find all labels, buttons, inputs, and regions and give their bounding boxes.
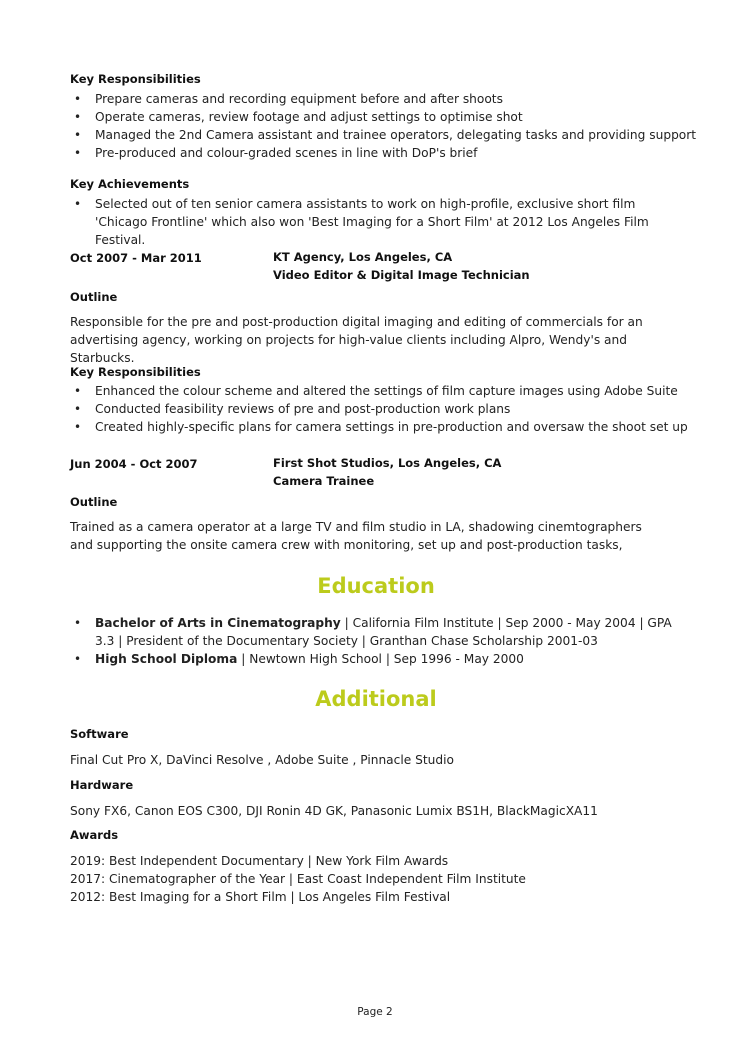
bullet-icon: • <box>74 420 82 434</box>
job-title: Camera Trainee <box>273 474 375 488</box>
list-item: • Prepare cameras and recording equipment before and after shoots <box>74 92 503 106</box>
key-responsibilities-heading: Key Responsibilities <box>70 72 201 86</box>
list-item: • Conducted feasibility reviews of pre and post-production work plans <box>74 402 511 416</box>
key-responsibilities-heading: Key Responsibilities <box>70 365 201 379</box>
education-heading: Education <box>317 574 435 598</box>
bullet-icon: • <box>74 384 82 398</box>
bullet-icon: • <box>74 110 82 124</box>
bullet-icon: • <box>74 652 82 666</box>
hardware-text: Sony FX6, Canon EOS C300, DJI Ronin 4D GK, Panasonic Lumix BS1H, BlackMagicXA11 <box>70 804 598 818</box>
job-dates: Oct 2007 - Mar 2011 <box>70 251 202 265</box>
job-company: First Shot Studios, Los Angeles, CA <box>273 456 502 470</box>
outline-heading: Outline <box>70 495 118 509</box>
awards-heading: Awards <box>70 828 119 842</box>
responsibilities-list <box>70 90 696 162</box>
outline-text: Trained as a camera operator at a large TV and film studio in LA, shadowing cinemtographers and supporting the onsite camera crew with monitoring, set up and post-production tasks, <box>70 520 642 552</box>
list-item: • Selected out of ten senior camera assistants to work on high-profile, exclusive short film 'Chicago Frontline' which also won 'Best Imaging for a Short Film' at 2012 Los Angeles Film Festival. <box>74 197 649 247</box>
hardware-heading: Hardware <box>70 778 134 792</box>
list-item: • Pre-produced and colour-graded scenes in line with DoP's brief <box>74 146 478 160</box>
bullet-icon: • <box>74 402 82 416</box>
key-achievements-heading: Key Achievements <box>70 177 190 191</box>
bullet-icon: • <box>74 616 82 630</box>
award-item: 2012: Best Imaging for a Short Film | Los Angeles Film Festival <box>70 890 451 904</box>
job-title: Video Editor & Digital Image Technician <box>273 268 530 282</box>
award-item: 2019: Best Independent Documentary | New York Film Awards <box>70 854 449 868</box>
job-dates: Jun 2004 - Oct 2007 <box>70 457 198 471</box>
bullet-icon: • <box>74 197 82 211</box>
list-item: • High School Diploma | Newtown High School | Sep 1996 - May 2000 <box>74 652 524 666</box>
list-item: • Bachelor of Arts in Cinematography | California Film Institute | Sep 2000 - May 2004 | GPA 3.3 | President of the Documentary Society | Granthan Chase Scholarship 2001-03 <box>74 616 672 648</box>
list-item: • Operate cameras, review footage and adjust settings to optimise shot <box>74 110 523 124</box>
education-list <box>70 614 682 668</box>
software-text: Final Cut Pro X, DaVinci Resolve , Adobe Suite , Pinnacle Studio <box>70 753 454 767</box>
outline-text: Responsible for the pre and post-production digital imaging and editing of commercials for an advertising agency, working on projects for high-value clients including Alpro, Wendy's and Starbucks. <box>70 315 643 365</box>
list-item: • Enhanced the colour scheme and altered the settings of film capture images using Adobe Suite <box>74 384 678 398</box>
page-number: Page 2 <box>357 1006 393 1018</box>
list-item: • Managed the 2nd Camera assistant and trainee operators, delegating tasks and providing support <box>74 128 697 142</box>
outline-heading: Outline <box>70 290 118 304</box>
bullet-icon: • <box>74 128 82 142</box>
additional-heading: Additional <box>315 687 437 711</box>
achievements-list <box>70 195 660 249</box>
award-item: 2017: Cinematographer of the Year | East Coast Independent Film Institute <box>70 872 526 886</box>
software-heading: Software <box>70 727 129 741</box>
job-company: KT Agency, Los Angeles, CA <box>273 250 453 264</box>
responsibilities-list <box>70 382 688 436</box>
bullet-icon: • <box>74 92 82 106</box>
list-item: • Created highly-specific plans for camera settings in pre-production and oversaw the shoot set up <box>74 420 688 434</box>
bullet-icon: • <box>74 146 82 160</box>
